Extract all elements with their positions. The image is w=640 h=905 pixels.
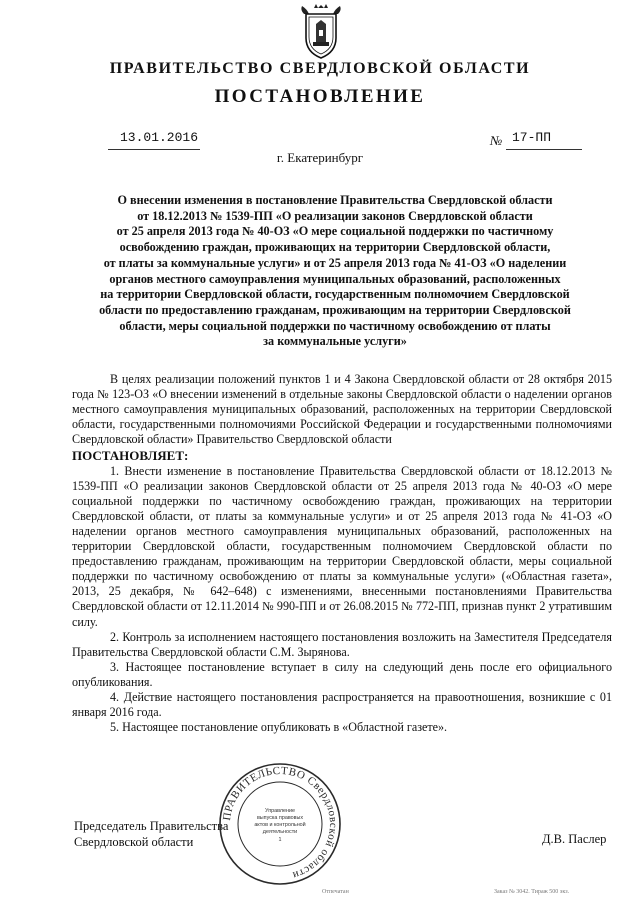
government-name: ПРАВИТЕЛЬСТВО СВЕРДЛОВСКОЙ ОБЛАСТИ bbox=[109, 60, 531, 77]
document-number: 17-ПП bbox=[512, 130, 552, 145]
item-paragraph: 3. Настоящее постановление вступает в силу на следующий день после его официального опубликования. bbox=[72, 659, 612, 689]
number-label: № bbox=[490, 133, 503, 148]
title-line: О внесении изменения в постановление Правительства Свердловской области bbox=[117, 193, 553, 207]
title-line: области по предоставлению гражданам, проживающим на территории Свердловской bbox=[99, 302, 571, 317]
city: г. Екатеринбург bbox=[276, 150, 364, 165]
signatory-position bbox=[74, 818, 228, 850]
coat-of-arms-icon bbox=[298, 4, 344, 60]
title-line: области, меры социальной поддержки по частичному освобождению от платы bbox=[119, 318, 551, 333]
title-line: от 25 апреля 2013 года № 40-ОЗ «О мере социальной поддержки по частичному bbox=[116, 224, 554, 239]
svg-text:ПРАВИТЕЛЬСТВО Свердловской обл: ПРАВИТЕЛЬСТВО Свердловской области bbox=[221, 764, 340, 882]
document-title bbox=[72, 193, 598, 350]
svg-text:1: 1 bbox=[278, 837, 282, 843]
svg-text:деятельности: деятельности bbox=[262, 829, 298, 835]
svg-text:выпуска правовых: выпуска правовых bbox=[256, 815, 304, 821]
title-line: от платы за коммунальные услуги» и от 25 апреля 2013 года № 41-ОЗ «О наделении bbox=[103, 255, 567, 270]
title-line: от 18.12.2013 № 1539-ПП «О реализации законов Свердловской области bbox=[137, 208, 533, 223]
title-line: органов местного самоуправления муниципальных образований, расположенных bbox=[109, 271, 561, 286]
item-paragraph: 4. Действие настоящего постановления распространяется на правоотношения, возникшие с 01 января 2016 года. bbox=[72, 689, 612, 720]
title-line: освобождению граждан, проживающих на территории Свердловской области, bbox=[119, 240, 551, 255]
position-line: Председатель Правительства bbox=[74, 819, 229, 833]
title-line: за коммунальные услуги» bbox=[263, 334, 407, 349]
signatory-name: Д.В. Паслер bbox=[542, 832, 607, 846]
item-paragraph: 5. Настоящее постановление опубликовать в «Областной газете». bbox=[110, 720, 448, 735]
footer-left: Отпечатан bbox=[322, 889, 349, 895]
decree-heading: ПОСТАНОВЛЯЕТ: bbox=[72, 448, 189, 464]
svg-text:актов и контрольной: актов и контрольной bbox=[254, 822, 306, 828]
preamble-paragraph: В целях реализации положений пунктов 1 и 4 Закона Свердловской области от 28 октября 2015 года № 123-ОЗ «О внесении изменений в отдельные законы Свердловской области о наделении органов местного самоуправления муниципальных образований, расположенных на территории Свердловской области, государственными полномочиями Российской Федерации и государственными полномочиями Свердловской области» Правительство Свердловской области bbox=[72, 372, 612, 447]
item-paragraph: 1. Внести изменение в постановление Правительства Свердловской области от 18.12.2013 № 1539-ПП «О реализации законов Свердловской области от 25 апреля 2013 года № 40-ОЗ «О мере социальной поддержки по частичному освобождению граждан, проживающих на территории Свердловской области, от платы за коммунальные услуги» и от 25 апреля 2013 года № 41-ОЗ «О наделении органов местного самоуправления муниципальных образований, расположенных на территории Свердловской области, государственным полномочием Свердловской области по предоставлению гражданам, проживающим на территории Свердловской области, меры социальной поддержки по частичному освобождению от платы за коммунальные услуги» («Областная газета», 2013, 25 декабря, № 642–648) с изменениями, внесенными постановлениями Правительства Свердловской области от 12.11.2014 № 990-ПП и от 26.08.2015 № 772-ПП, признав пункт 2 утратившим силу. bbox=[72, 463, 612, 629]
svg-text:Управление: Управление bbox=[265, 808, 295, 814]
document-date: 13.01.2016 bbox=[120, 130, 199, 145]
position-line: Свердловской области bbox=[74, 835, 194, 849]
document-body bbox=[72, 372, 612, 735]
official-stamp bbox=[218, 762, 342, 886]
document-type: ПОСТАНОВЛЕНИЕ bbox=[214, 86, 426, 107]
item-paragraph: 2. Контроль за исполнением настоящего постановления возложить на Заместителя Председателя Правительства Свердловской области С.М. Зырянова. bbox=[72, 629, 612, 659]
footer-right: Заказ № 3042. Тираж 500 экз. bbox=[494, 889, 570, 895]
title-line: на территории Свердловской области, государственным полномочием Свердловской bbox=[100, 287, 570, 302]
